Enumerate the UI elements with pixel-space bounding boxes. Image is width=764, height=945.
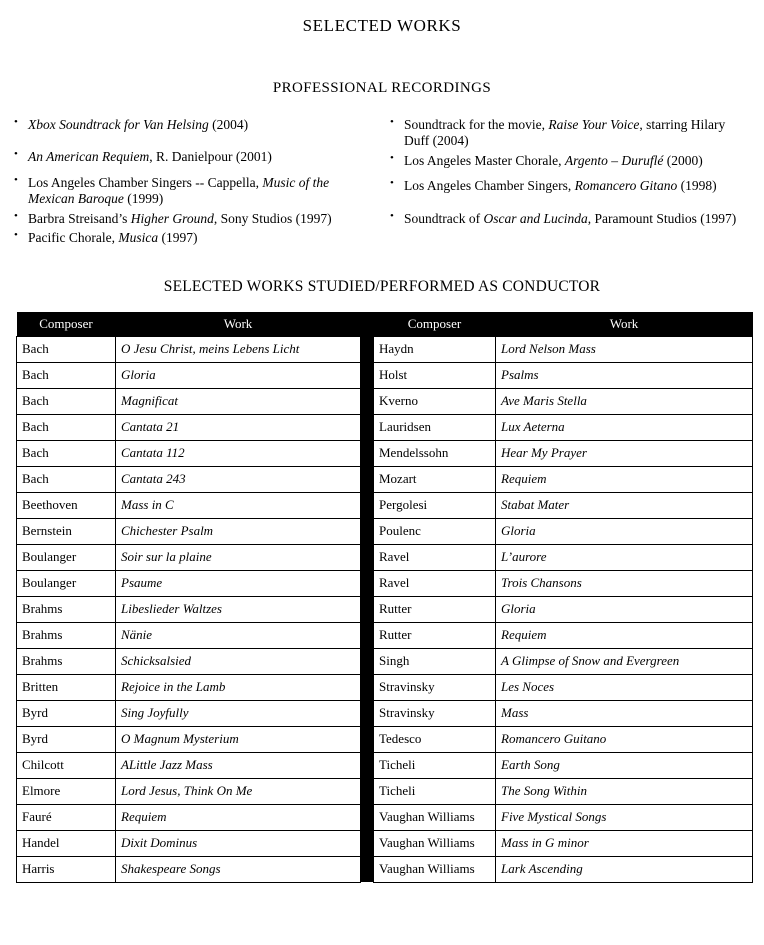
section-title-professional-recordings: PROFESSIONAL RECORDINGS bbox=[272, 80, 492, 96]
cell-composer-left: Bach bbox=[17, 388, 116, 414]
recording-text: Soundtrack of bbox=[404, 210, 484, 226]
recording-list-item bbox=[8, 230, 376, 246]
recording-text: (2000) bbox=[663, 152, 703, 168]
cell-composer-right: Lauridsen bbox=[374, 414, 496, 440]
cell-work-right: Gloria bbox=[496, 518, 753, 544]
cell-composer-left: Brahms bbox=[17, 648, 116, 674]
cell-work-left: Chichester Psalm bbox=[116, 518, 361, 544]
table-row bbox=[17, 492, 753, 518]
recording-title-italic: Raise Your Voice bbox=[548, 117, 640, 132]
table-column-divider bbox=[361, 596, 374, 622]
cell-composer-right: Ravel bbox=[374, 544, 496, 570]
table-header-row bbox=[17, 312, 753, 337]
table-row bbox=[17, 700, 753, 726]
cell-composer-left: Bach bbox=[17, 362, 116, 388]
cell-work-right: L’aurore bbox=[496, 544, 753, 570]
table-row bbox=[17, 856, 753, 882]
cell-work-left: Gloria bbox=[116, 362, 361, 388]
cell-work-right: Psalms bbox=[496, 362, 753, 388]
cell-composer-left: Bach bbox=[17, 466, 116, 492]
table-column-divider bbox=[361, 778, 374, 804]
recording-text: Barbra Streisand’s bbox=[28, 210, 131, 226]
table-column-divider bbox=[361, 830, 374, 856]
cell-composer-right: Ticheli bbox=[374, 778, 496, 804]
table-row bbox=[17, 674, 753, 700]
cell-work-right: Ave Maris Stella bbox=[496, 388, 753, 414]
works-table bbox=[16, 312, 753, 883]
cell-composer-left: Brahms bbox=[17, 596, 116, 622]
cell-work-right: Lord Nelson Mass bbox=[496, 336, 753, 362]
recording-text: Los Angeles Master Chorale, bbox=[404, 152, 565, 168]
cell-composer-left: Bach bbox=[17, 336, 116, 362]
cell-work-left: Requiem bbox=[116, 804, 361, 830]
cell-work-left: Cantata 112 bbox=[116, 440, 361, 466]
cell-work-left: Rejoice in the Lamb bbox=[116, 674, 361, 700]
table-row bbox=[17, 622, 753, 648]
recording-title-italic: Romancero Gitano bbox=[574, 178, 678, 194]
recordings-column-right bbox=[382, 117, 756, 236]
cell-composer-left: Bernstein bbox=[17, 518, 116, 544]
cell-work-right: Les Noces bbox=[496, 674, 753, 700]
table-row bbox=[17, 362, 753, 388]
table-column-divider bbox=[361, 336, 374, 362]
cell-work-left: Shakespeare Songs bbox=[116, 856, 361, 882]
cell-composer-right: Poulenc bbox=[374, 518, 496, 544]
table-row bbox=[17, 648, 753, 674]
cell-composer-left: Handel bbox=[17, 830, 116, 856]
recording-list-item bbox=[8, 175, 376, 208]
cell-composer-right: Singh bbox=[374, 648, 496, 674]
table-column-divider bbox=[361, 518, 374, 544]
cell-composer-left: Byrd bbox=[17, 726, 116, 752]
cell-work-left: O Magnum Mysterium bbox=[116, 726, 361, 752]
recordings-list-left bbox=[8, 117, 376, 247]
table-row bbox=[17, 778, 753, 804]
cell-work-left: Soir sur la plaine bbox=[116, 544, 361, 570]
table-row bbox=[17, 440, 753, 466]
cell-composer-left: Harris bbox=[17, 856, 116, 882]
cell-work-left: Magnificat bbox=[116, 388, 361, 414]
cell-composer-left: Elmore bbox=[17, 778, 116, 804]
table-column-divider bbox=[361, 804, 374, 830]
cell-composer-right: Mendelssohn bbox=[374, 440, 496, 466]
recording-text: , starring Hilary Duff (2004) bbox=[404, 117, 726, 149]
cell-composer-left: Britten bbox=[17, 674, 116, 700]
table-column-divider bbox=[361, 726, 374, 752]
table-column-divider bbox=[361, 388, 374, 414]
table-column-divider bbox=[361, 622, 374, 648]
recordings-list-right bbox=[384, 117, 750, 227]
cell-composer-right: Mozart bbox=[374, 466, 496, 492]
recording-title-italic: Xbox Soundtrack for Van Helsing bbox=[28, 117, 209, 132]
table-column-divider bbox=[361, 492, 374, 518]
cell-work-right: Lux Aeterna bbox=[496, 414, 753, 440]
recording-text: Soundtrack for the movie, bbox=[404, 117, 549, 132]
recordings-column-left bbox=[8, 117, 382, 256]
header-composer-left: Composer bbox=[17, 312, 116, 337]
recording-text: , Paramount Studios (1997) bbox=[587, 210, 737, 226]
cell-composer-right: Haydn bbox=[374, 336, 496, 362]
recording-text: , R. Danielpour (2001) bbox=[149, 149, 272, 165]
table-row bbox=[17, 518, 753, 544]
table-row bbox=[17, 544, 753, 570]
cell-work-right: Mass bbox=[496, 700, 753, 726]
cell-composer-left: Boulanger bbox=[17, 544, 116, 570]
cell-composer-left: Boulanger bbox=[17, 570, 116, 596]
cell-composer-right: Rutter bbox=[374, 622, 496, 648]
recording-text: Los Angeles Chamber Singers, bbox=[404, 178, 575, 194]
table-column-divider bbox=[361, 700, 374, 726]
cell-work-right: Hear My Prayer bbox=[496, 440, 753, 466]
cell-composer-left: Beethoven bbox=[17, 492, 116, 518]
table-column-divider bbox=[361, 648, 374, 674]
cell-composer-right: Kverno bbox=[374, 388, 496, 414]
cell-work-right: Romancero Guitano bbox=[496, 726, 753, 752]
table-row bbox=[17, 570, 753, 596]
table-row bbox=[17, 388, 753, 414]
table-column-divider bbox=[361, 752, 374, 778]
table-row bbox=[17, 596, 753, 622]
cell-composer-right: Ravel bbox=[374, 570, 496, 596]
table-column-divider bbox=[361, 570, 374, 596]
table-row bbox=[17, 726, 753, 752]
recording-title-italic: Higher Ground bbox=[130, 210, 214, 226]
page-title: SELECTED WORKS bbox=[302, 16, 462, 35]
recording-list-item bbox=[384, 178, 750, 194]
cell-work-left: ALittle Jazz Mass bbox=[116, 752, 361, 778]
cell-composer-right: Stravinsky bbox=[374, 674, 496, 700]
cell-work-right: Earth Song bbox=[496, 752, 753, 778]
table-row bbox=[17, 830, 753, 856]
table-column-divider bbox=[361, 440, 374, 466]
cell-work-left: Nänie bbox=[116, 622, 361, 648]
cell-work-left: Mass in C bbox=[116, 492, 361, 518]
recording-text: (1997) bbox=[158, 230, 198, 246]
cell-work-right: Five Mystical Songs bbox=[496, 804, 753, 830]
cell-work-right: Requiem bbox=[496, 622, 753, 648]
recording-list-item bbox=[8, 149, 376, 165]
table-row bbox=[17, 466, 753, 492]
recording-title-italic: Music of the Mexican Baroque bbox=[28, 174, 330, 207]
recording-title-italic: Musica bbox=[118, 230, 159, 246]
recording-text: (1998) bbox=[677, 178, 717, 194]
cell-composer-left: Byrd bbox=[17, 700, 116, 726]
cell-work-right: The Song Within bbox=[496, 778, 753, 804]
header-work-right: Work bbox=[496, 312, 753, 337]
cell-work-right: Mass in G minor bbox=[496, 830, 753, 856]
table-column-divider bbox=[361, 856, 374, 882]
recording-list-item bbox=[384, 117, 750, 150]
table-row bbox=[17, 336, 753, 362]
cell-composer-right: Vaughan Williams bbox=[374, 830, 496, 856]
recording-list-item bbox=[384, 153, 750, 169]
cell-composer-left: Bach bbox=[17, 440, 116, 466]
cell-work-left: Dixit Dominus bbox=[116, 830, 361, 856]
cell-composer-left: Bach bbox=[17, 414, 116, 440]
recording-text: (2004) bbox=[208, 117, 249, 132]
recording-text: Los Angeles Chamber Singers -- Cappella, bbox=[28, 174, 263, 190]
header-work-left: Work bbox=[116, 312, 361, 337]
cell-work-left: Libeslieder Waltzes bbox=[116, 596, 361, 622]
cell-composer-right: Ticheli bbox=[374, 752, 496, 778]
cell-composer-right: Pergolesi bbox=[374, 492, 496, 518]
cell-composer-right: Rutter bbox=[374, 596, 496, 622]
cell-composer-right: Vaughan Williams bbox=[374, 856, 496, 882]
cell-composer-right: Tedesco bbox=[374, 726, 496, 752]
recording-list-item bbox=[8, 117, 376, 133]
recording-list-item bbox=[8, 211, 376, 227]
table-column-divider bbox=[361, 312, 374, 337]
recording-text: Pacific Chorale, bbox=[28, 230, 119, 246]
section-title-conductor-works: SELECTED WORKS STUDIED/PERFORMED AS CONDUCTOR bbox=[163, 277, 601, 295]
recording-title-italic: Oscar and Lucinda bbox=[483, 210, 588, 226]
professional-recordings-section bbox=[0, 97, 764, 256]
table-column-divider bbox=[361, 414, 374, 440]
cell-composer-left: Brahms bbox=[17, 622, 116, 648]
cell-composer-left: Chilcott bbox=[17, 752, 116, 778]
cell-work-left: Psaume bbox=[116, 570, 361, 596]
cell-composer-right: Holst bbox=[374, 362, 496, 388]
works-table-container bbox=[0, 296, 764, 883]
table-row bbox=[17, 752, 753, 778]
recording-text: (1999) bbox=[123, 191, 164, 207]
table-column-divider bbox=[361, 674, 374, 700]
cell-work-left: Schicksalsied bbox=[116, 648, 361, 674]
cell-work-right: Requiem bbox=[496, 466, 753, 492]
cell-work-left: Cantata 243 bbox=[116, 466, 361, 492]
cell-work-right: Stabat Mater bbox=[496, 492, 753, 518]
cell-work-left: Sing Joyfully bbox=[116, 700, 361, 726]
recording-list-item bbox=[384, 211, 750, 227]
cell-work-right: Gloria bbox=[496, 596, 753, 622]
works-table-head bbox=[17, 312, 753, 337]
header-composer-right: Composer bbox=[374, 312, 496, 337]
cell-work-left: Cantata 21 bbox=[116, 414, 361, 440]
cell-composer-left: Fauré bbox=[17, 804, 116, 830]
cell-work-left: Lord Jesus, Think On Me bbox=[116, 778, 361, 804]
cell-work-right: Trois Chansons bbox=[496, 570, 753, 596]
cell-work-right: Lark Ascending bbox=[496, 856, 753, 882]
table-row bbox=[17, 804, 753, 830]
table-row bbox=[17, 414, 753, 440]
cell-work-right: A Glimpse of Snow and Evergreen bbox=[496, 648, 753, 674]
table-column-divider bbox=[361, 466, 374, 492]
table-column-divider bbox=[361, 362, 374, 388]
cell-composer-right: Vaughan Williams bbox=[374, 804, 496, 830]
recording-title-italic: Argento – Duruflé bbox=[564, 152, 664, 168]
cell-composer-right: Stravinsky bbox=[374, 700, 496, 726]
recording-text: , Sony Studios (1997) bbox=[213, 210, 332, 226]
works-table-body bbox=[17, 336, 753, 882]
table-column-divider bbox=[361, 544, 374, 570]
recording-title-italic: An American Requiem bbox=[28, 149, 150, 165]
cell-work-left: O Jesu Christ, meins Lebens Licht bbox=[116, 336, 361, 362]
